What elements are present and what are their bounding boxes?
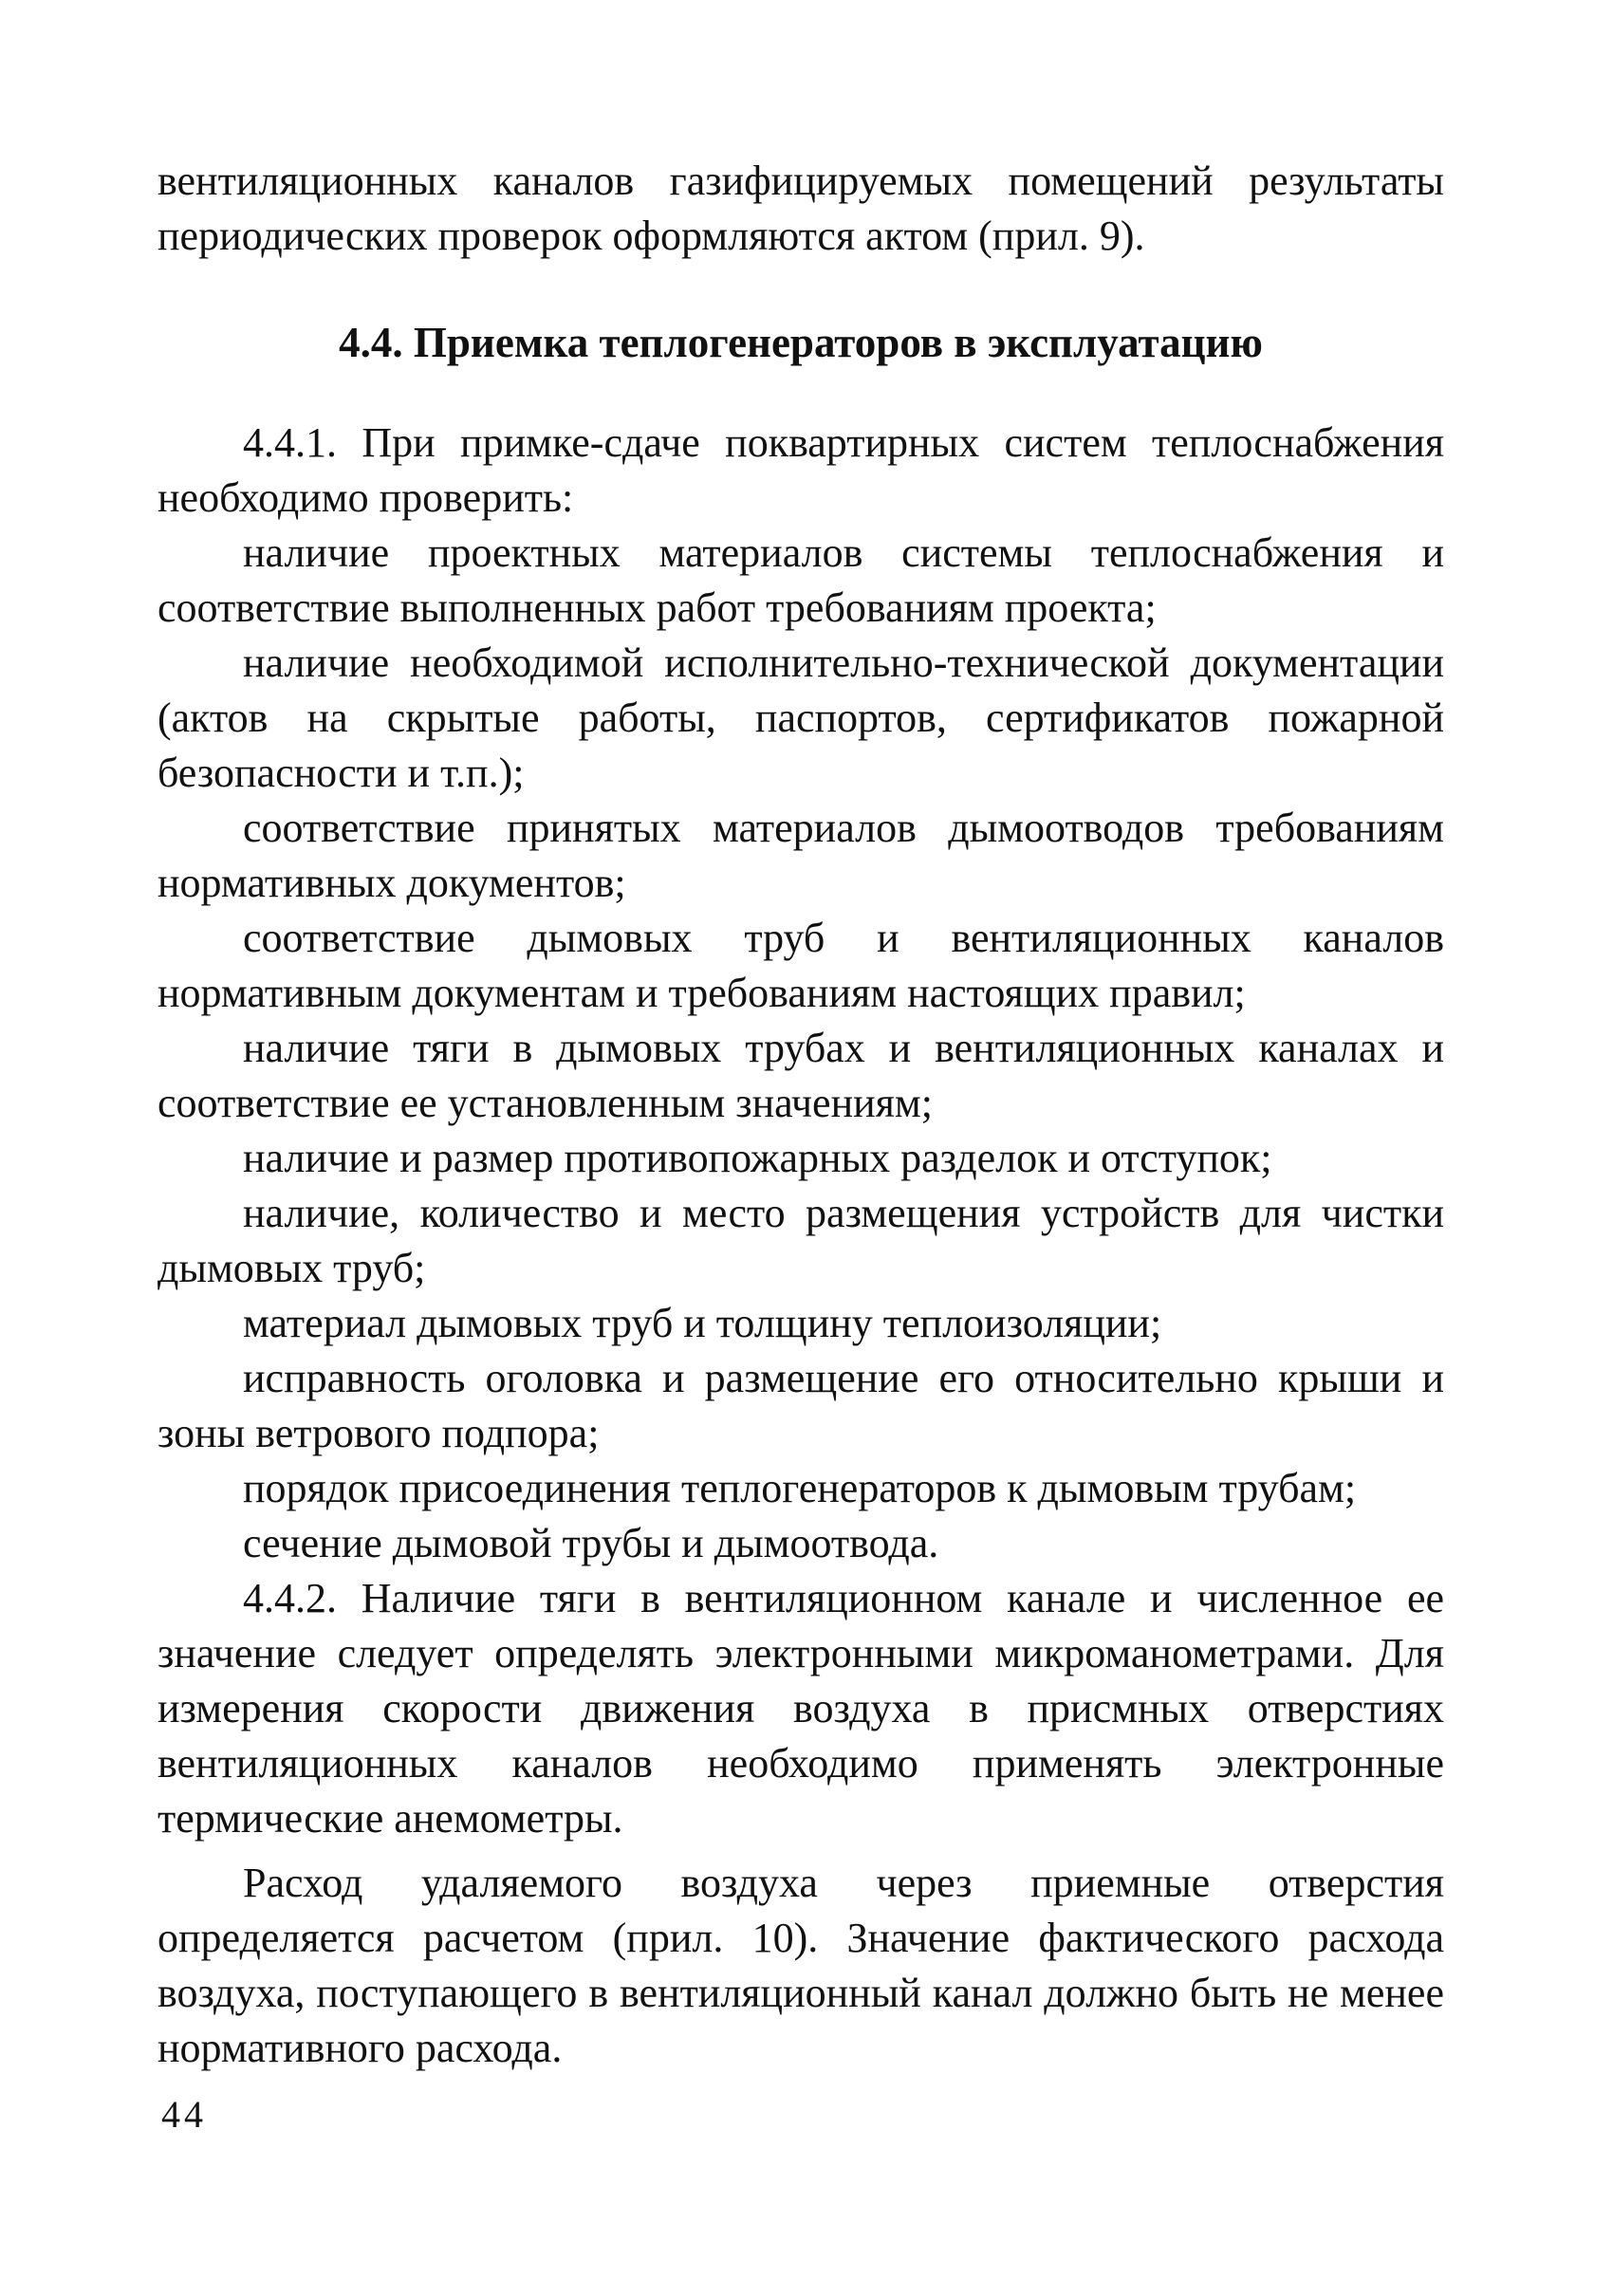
section-heading: 4.4. Приемка теплогенераторов в эксплуатацию <box>339 319 1263 366</box>
list-item: соответствие принятых материалов дымоотводов требованиям нормативных документов; <box>158 805 1444 906</box>
clause-4-4-1: 4.4.1. При примке-сдаче поквартирных систем теплоснабжения необходимо проверить: <box>158 419 1444 521</box>
intro-paragraph: вентиляционных каналов газифицируемых помещений результаты периодических проверок оформляются актом (прил. 9). <box>158 157 1444 259</box>
clause-4-4-2: 4.4.2. Наличие тяги в вентиляционном канале и численное ее значение следует определять электронными микроманометрами. Для измерения скорости движения воздуха в присмных отверстиях вентиляционных каналов необходимо применять электронные термические анемометры. <box>158 1575 1444 1842</box>
document-page <box>158 154 1444 2076</box>
list-item: наличие тяги в дымовых трубах и вентиляционных каналах и соответствие ее установленным значениям; <box>158 1025 1444 1126</box>
list-item: наличие проектных материалов системы теплоснабжения и соответствие выполненных работ требованиям проекта; <box>158 529 1444 631</box>
list-item: порядок присоединения теплогенераторов к дымовым трубам; <box>243 1465 1357 1511</box>
list-item: сечение дымовой трубы и дымоотвода. <box>243 1520 939 1566</box>
list-item: соответствие дымовых труб и вентиляционных каналов нормативным документам и требованиям настоящих правил; <box>158 915 1444 1016</box>
list-item: наличие и размер противопожарных разделок и отступок; <box>243 1135 1272 1181</box>
list-item: наличие, количество и место размещения устройств для чистки дымовых труб; <box>158 1190 1444 1291</box>
list-item: наличие необходимой исполнительно-технической документации (актов на скрытые работы, паспортов, сертификатов пожарной безопасности и т.п.); <box>158 639 1444 796</box>
air-flow-paragraph: Расход удаляемого воздуха через приемные отверстия определяется расчетом (прил. 10). Значение фактического расхода воздуха, поступающего в вентиляционный канал должно быть не менее нормативного расхода. <box>158 1860 1444 2071</box>
list-item: материал дымовых труб и толщину теплоизоляции; <box>243 1300 1162 1346</box>
list-item: исправность оголовка и размещение его относительно крыши и зоны ветрового подпора; <box>158 1355 1444 1456</box>
page-number: 44 <box>161 2093 207 2136</box>
